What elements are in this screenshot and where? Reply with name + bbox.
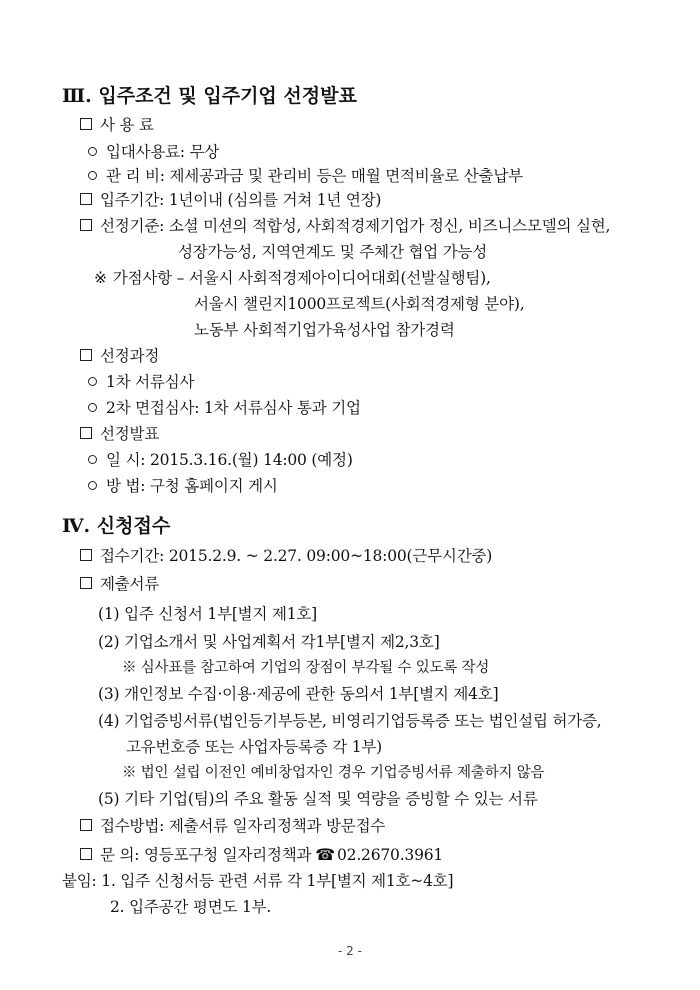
process-step-2-text: 2차 면접심사: 1차 서류심사 통과 기업	[106, 399, 361, 417]
doc-item-3: (3) 개인정보 수집·이용·제공에 관한 동의서 1부[별지 제4호]	[98, 685, 499, 703]
phone-number: 02.2670.3961	[337, 846, 444, 864]
submission-docs	[80, 574, 159, 594]
doc-item-4-note: ※ 법인 설립 이전인 예비창업자인 경우 기업증빙서류 제출하지 않음	[122, 765, 545, 781]
fee-management-text: 관 리 비: 제세공과금 및 관리비 등은 매월 면적비율로 산출납부	[106, 167, 523, 185]
application-method-text: 접수방법: 제출서류 일자리정책과 방문접수	[100, 817, 386, 835]
phone-icon: ☎	[315, 845, 335, 864]
page-number: - 2 -	[338, 944, 362, 958]
announce-method	[88, 476, 278, 496]
process-step-2	[88, 398, 361, 418]
selection-criteria-text: 선정기준: 소셜 미션의 적합성, 사회적경제기업가 정신, 비즈니스모델의 실현,	[100, 217, 611, 235]
fee-label-text: 사 용 료	[100, 116, 154, 134]
checkbox-square-icon	[80, 193, 92, 205]
checkbox-square-icon	[80, 118, 92, 130]
section-4-title: Ⅳ. 신청접수	[62, 515, 171, 537]
application-period	[80, 546, 492, 566]
doc-item-2: (2) 기업소개서 및 사업계획서 각1부[별지 제2,3호]	[98, 633, 440, 651]
checkbox-square-icon	[80, 349, 92, 361]
checkbox-square-icon	[80, 819, 92, 831]
fee-label	[80, 115, 154, 135]
move-in-period-text: 입주기간: 1년이내 (심의를 거쳐 1년 연장)	[100, 191, 382, 209]
checkbox-square-icon	[80, 219, 92, 231]
application-method	[80, 816, 385, 836]
announce-date	[88, 450, 353, 470]
inquiry-text: 문 의: 영등포구청 일자리정책과	[100, 846, 312, 864]
checkbox-square-icon	[80, 427, 92, 439]
selection-announcement	[80, 424, 159, 444]
circle-bullet-icon	[88, 147, 97, 156]
doc-item-5: (5) 기타 기업(팀)의 주요 활동 실적 및 역량을 증빙할 수 있는 서류	[98, 790, 538, 808]
bonus-points-line2: 서울시 챌린지1000프로젝트(사회적경제형 분야),	[194, 295, 525, 313]
circle-bullet-icon	[88, 403, 97, 412]
bonus-points-line3: 노동부 사회적기업가육성사업 참가경력	[194, 321, 455, 339]
doc-item-4-cont: 고유번호증 또는 사업자등록증 각 1부)	[126, 738, 383, 756]
note-mark-icon: ※	[94, 269, 107, 287]
checkbox-square-icon	[80, 549, 92, 561]
selection-process	[80, 346, 159, 366]
doc-item-4: (4) 기업증빙서류(법인등기부등본, 비영리기업등록증 또는 법인설립 허가증,	[98, 712, 602, 730]
circle-bullet-icon	[88, 377, 97, 386]
application-period-text: 접수기간: 2015.2.9. ~ 2.27. 09:00~18:00(근무시간중)	[100, 547, 493, 565]
circle-bullet-icon	[88, 455, 97, 464]
doc-item-1: (1) 입주 신청서 1부[별지 제1호]	[98, 605, 318, 623]
checkbox-square-icon	[80, 848, 92, 860]
attachments-line-2: 2. 입주공간 평면도 1부.	[110, 898, 272, 916]
fee-rent-text: 입대사용료: 무상	[106, 143, 220, 161]
selection-process-text: 선정과정	[100, 347, 160, 365]
move-in-period	[80, 190, 381, 210]
selection-announcement-text: 선정발표	[100, 425, 160, 443]
process-step-1	[88, 372, 194, 392]
submission-docs-text: 제출서류	[100, 575, 160, 593]
announce-date-text: 일 시: 2015.3.16.(월) 14:00 (예정)	[106, 451, 353, 469]
checkbox-square-icon	[80, 577, 92, 589]
circle-bullet-icon	[88, 171, 97, 180]
attachments-line-1: 붙임: 1. 입주 신청서등 관련 서류 각 1부[별지 제1호~4호]	[62, 872, 454, 890]
selection-criteria	[80, 216, 610, 236]
selection-criteria-cont: 성장가능성, 지역연계도 및 주체간 협업 가능성	[178, 243, 488, 261]
fee-management	[88, 166, 523, 186]
inquiry	[80, 845, 443, 865]
bonus-points-text: 가점사항 – 서울시 사회적경제아이디어대회(선발실행팀),	[112, 269, 491, 287]
fee-rent	[88, 142, 219, 162]
process-step-1-text: 1차 서류심사	[106, 373, 195, 391]
announce-method-text: 방 법: 구청 홈페이지 게시	[106, 477, 278, 495]
circle-bullet-icon	[88, 481, 97, 490]
section-3-title: Ⅲ. 입주조건 및 입주기업 선정발표	[62, 85, 357, 107]
bonus-points	[94, 268, 491, 288]
doc-item-2-note: ※ 심사표를 참고하여 기업의 장점이 부각될 수 있도록 작성	[122, 660, 490, 676]
